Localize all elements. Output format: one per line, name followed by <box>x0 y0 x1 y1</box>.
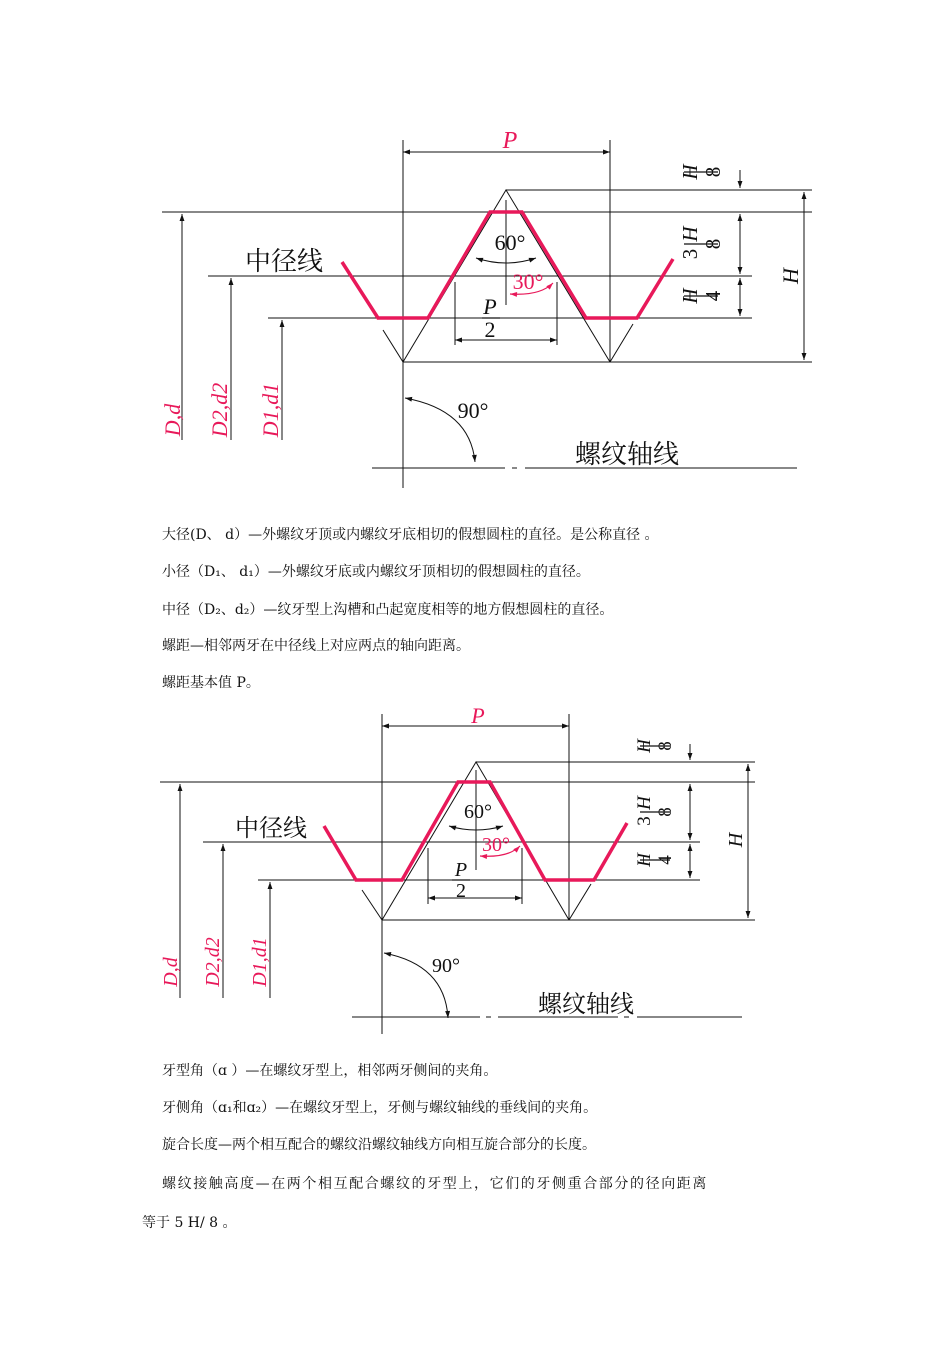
svg-text:8: 8 <box>655 807 676 817</box>
h-total-label <box>778 267 803 285</box>
mid-line-label: 中径线 <box>244 247 324 277</box>
svg-text:8: 8 <box>701 238 725 250</box>
svg-text:H: H <box>678 164 702 180</box>
svg-text:D,d: D,d <box>160 957 182 987</box>
h4-fraction <box>678 287 725 305</box>
angle-30-label: 30° <box>482 834 510 856</box>
svg-text:4: 4 <box>655 855 676 865</box>
half-pitch-den: 2 <box>484 317 496 342</box>
svg-text:D2,d2: D2,d2 <box>202 937 224 987</box>
svg-text:8: 8 <box>655 741 676 751</box>
definition-minor-diameter: 小径（D₁、 d₁）—外螺纹牙底或内螺纹牙顶相切的假想圆柱的直径。 <box>162 564 590 580</box>
half-pitch-num: P <box>454 859 468 881</box>
definition-contact-height-cont: 等于 5 H/ 8 。 <box>142 1215 237 1231</box>
svg-text:H: H <box>678 226 702 242</box>
svg-text:H: H <box>725 832 747 848</box>
angle-60-label: 60° <box>464 801 492 823</box>
svg-text:H: H <box>634 796 655 810</box>
svg-text:D1,d1: D1,d1 <box>249 937 271 987</box>
fundamental-triangle-left <box>383 330 403 362</box>
pitch-label: P <box>471 703 485 728</box>
angle-60-label: 60° <box>494 230 526 255</box>
thread-profile-1 <box>342 212 673 318</box>
dia-minor-label <box>258 383 283 438</box>
fundamental-triangle-right <box>569 884 591 920</box>
dia-pitch-label <box>202 937 224 987</box>
angle-90-label: 90° <box>457 398 489 423</box>
half-pitch-num: P <box>483 294 497 319</box>
h4-fraction <box>634 852 676 868</box>
svg-text:D2,d2: D2,d2 <box>207 382 232 438</box>
h8-fraction <box>634 738 676 754</box>
fundamental-triangle-right <box>610 324 633 362</box>
svg-text:D1,d1: D1,d1 <box>258 382 283 438</box>
angle-30-label: 30° <box>512 269 544 294</box>
axis-label: 螺纹轴线 <box>538 990 634 1018</box>
angle-90-label: 90° <box>432 955 460 977</box>
axis-label: 螺纹轴线 <box>574 440 680 470</box>
fundamental-triangle-left <box>362 890 382 920</box>
svg-text:3: 3 <box>634 816 655 826</box>
definition-flank-angle: 牙侧角（ɑ₁和ɑ₂）—在螺纹牙型上，牙侧与螺纹轴线的垂线间的夹角。 <box>162 1100 598 1116</box>
svg-text:H: H <box>778 268 803 284</box>
pitch-label: P <box>502 128 518 154</box>
definition-basic-pitch: 螺距基本值 P。 <box>162 675 260 691</box>
definition-engagement-length: 旋合长度—两个相互配合的螺纹沿螺纹轴线方向相互旋合部分的长度。 <box>162 1137 596 1153</box>
svg-text:8: 8 <box>701 166 725 178</box>
svg-text:D,d: D,d <box>160 403 185 437</box>
definition-major-diameter: 大径(D、 d）—外螺纹牙顶或内螺纹牙底相切的假想圆柱的直径。是公称直径 。 <box>162 527 659 543</box>
svg-text:H: H <box>678 288 702 304</box>
h-total-label <box>725 831 747 848</box>
h8-fraction <box>678 163 725 181</box>
definition-pitch: 螺距—相邻两牙在中径线上对应两点的轴向距离。 <box>162 638 470 654</box>
dia-pitch-label <box>207 383 232 438</box>
h38-fraction <box>678 225 725 260</box>
definition-pitch-diameter: 中径（D₂、d₂）—纹牙型上沟槽和凸起宽度相等的地方假想圆柱的直径。 <box>162 602 614 618</box>
svg-text:4: 4 <box>701 290 725 302</box>
dia-major-label <box>160 956 182 987</box>
definition-contact-height: 螺纹接触高度—在两个相互配合螺纹的牙型上，它们的牙侧重合部分的径向距离 <box>162 1176 708 1192</box>
half-pitch-den: 2 <box>456 880 466 902</box>
svg-text:H: H <box>634 853 655 867</box>
h38-fraction <box>634 795 676 826</box>
dia-major-label <box>160 403 185 437</box>
svg-text:3: 3 <box>678 248 702 260</box>
svg-text:H: H <box>634 739 655 753</box>
definition-profile-angle: 牙型角（ɑ ）—在螺纹牙型上，相邻两牙侧间的夹角。 <box>162 1063 498 1079</box>
dia-minor-label <box>249 937 271 987</box>
mid-line-label: 中径线 <box>235 814 307 842</box>
